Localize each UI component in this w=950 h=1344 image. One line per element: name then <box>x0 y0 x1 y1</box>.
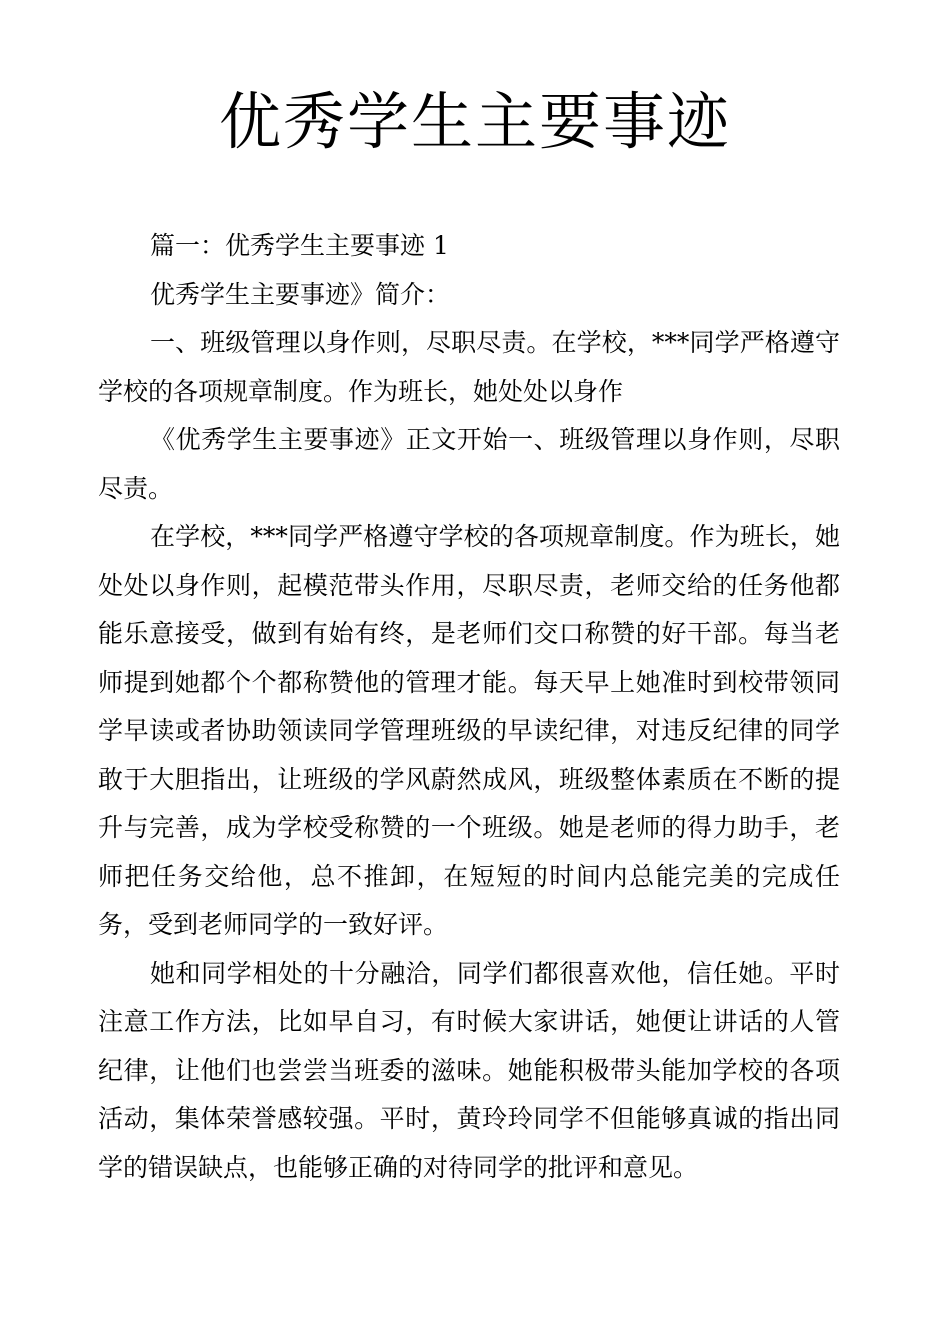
paragraph-intro-summary: 一、班级管理以身作则，尽职尽责。在学校，***同学严格遵守学校的各项规章制度。作为班长，她处处以身作 <box>98 328 840 406</box>
paragraph-classmate-relations: 她和同学相处的十分融洽，同学们都很喜欢他，信任她。平时注意工作方法，比如早自习，有时候大家讲话，她便让讲话的人管纪律，让他们也尝尝当班委的滋味。她能积极带头能加学校的各项活动，集体荣誉感较强。平时，黄玲玲同学不但能够真诚的指出同学的错误缺点，也能够正确的对待同学的批评和意见。 <box>98 958 840 1182</box>
paragraph-main-start: 《优秀学生主要事迹》正文开始一、班级管理以身作则，尽职尽责。 <box>98 425 840 503</box>
paragraph-section-heading: 篇一：优秀学生主要事迹 1 <box>150 231 449 260</box>
document-body <box>98 222 840 1192</box>
document-title: 优秀学生主要事迹 <box>218 85 731 158</box>
paragraph-class-management: 在学校，***同学严格遵守学校的各项规章制度。作为班长，她处处以身作则，起模范带头作用，尽职尽责，老师交给的任务他都能乐意接受，做到有始有终，是老师们交口称赞的好干部。每当老师提到她都个个都称赞他的管理才能。每天早上她准时到校带领同学早读或者协助领读同学管理班级的早读纪律，对违反纪律的同学敢于大胆指出，让班级的学风蔚然成风，班级整体素质在不断的提升与完善，成为学校受称赞的一个班级。她是老师的得力助手，老师把任务交给他，总不推卸，在短短的时间内总能完美的完成任务，受到老师同学的一致好评。 <box>98 522 840 939</box>
paragraph-intro-label: 优秀学生主要事迹》简介： <box>150 279 451 309</box>
